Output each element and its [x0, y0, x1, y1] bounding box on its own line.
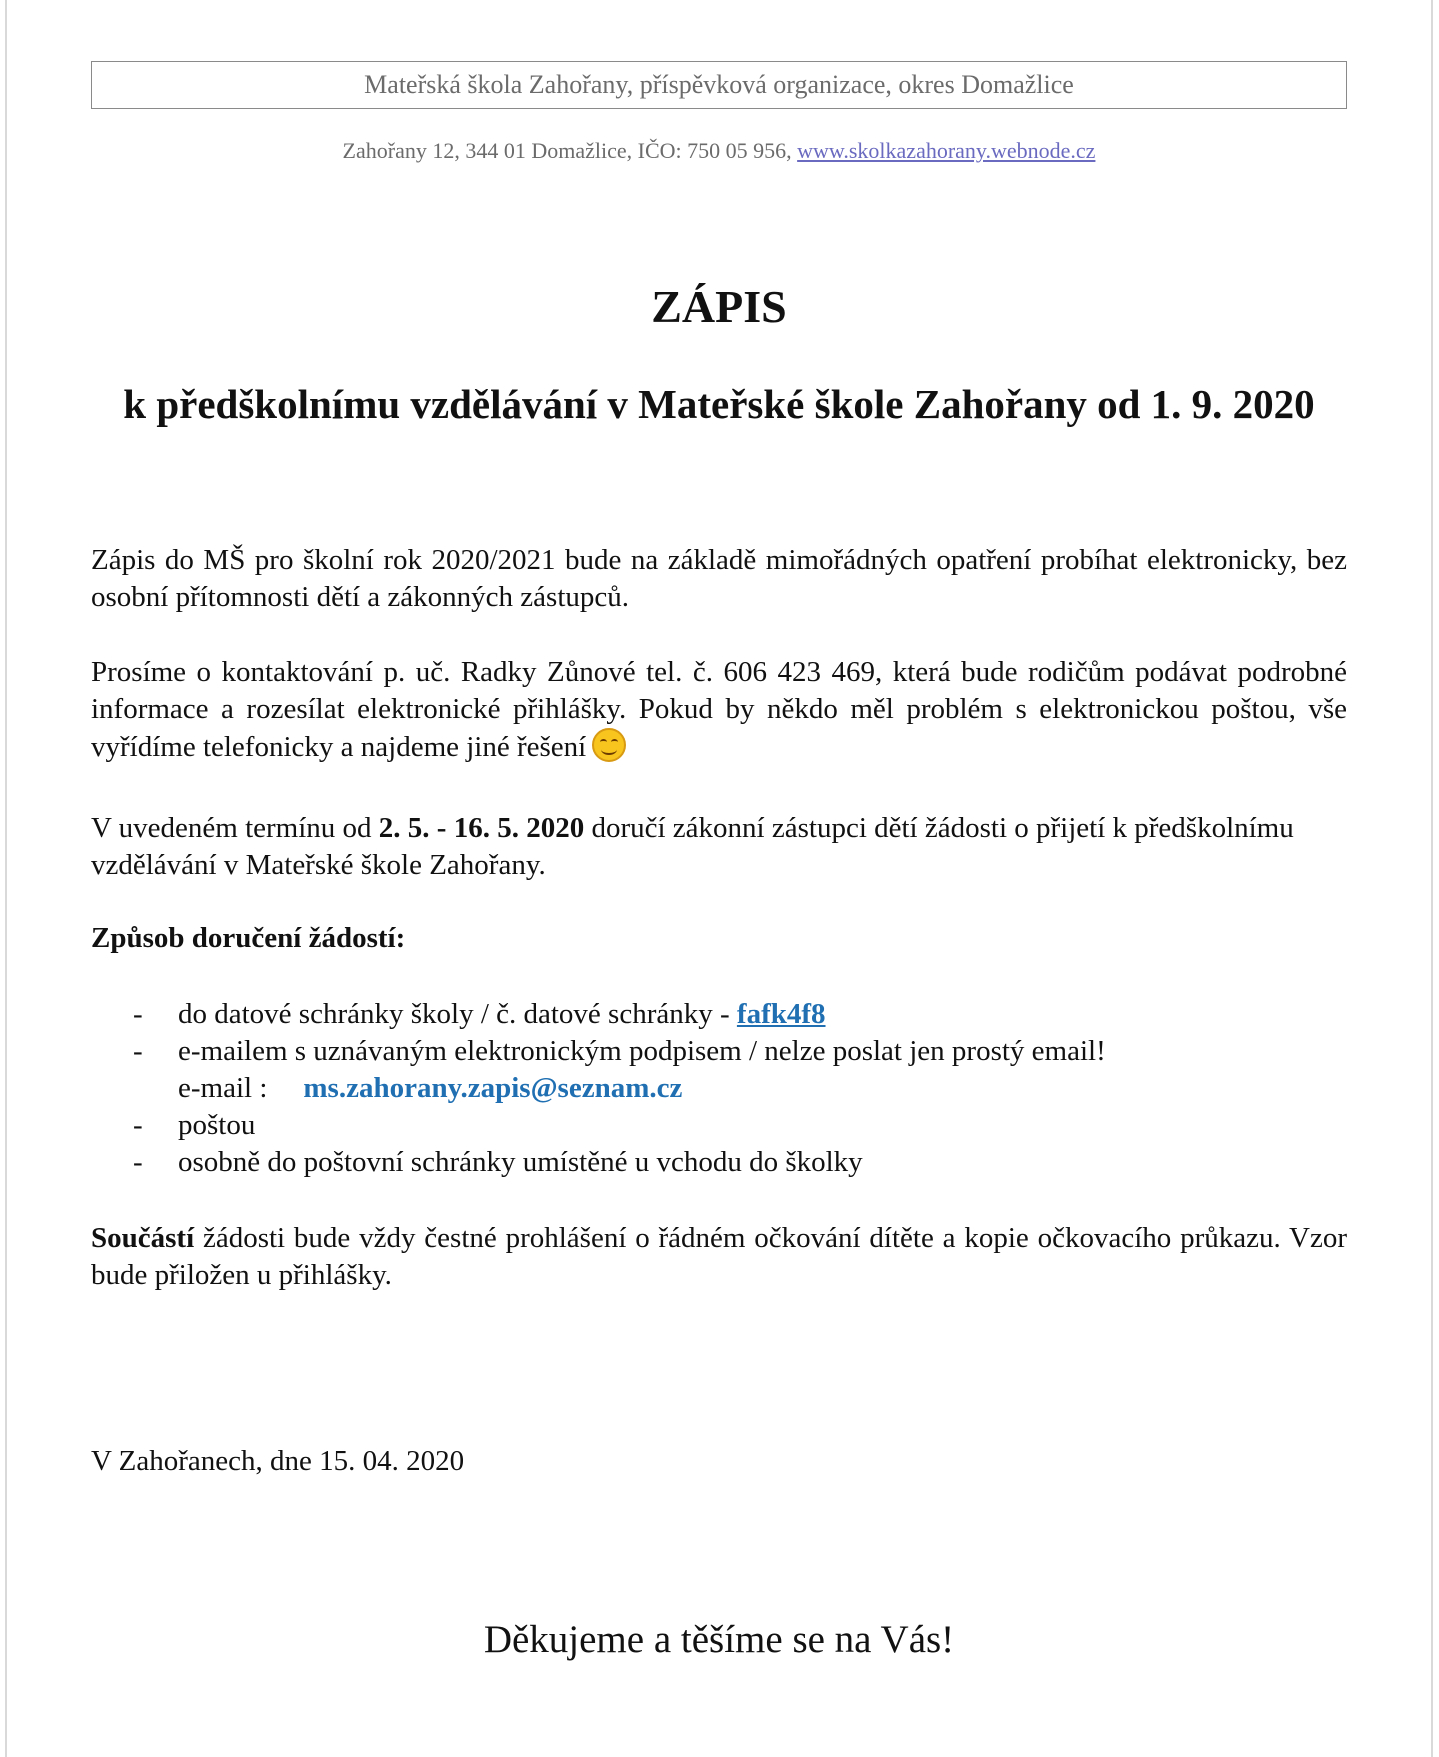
delivery-list: [91, 996, 1347, 1181]
page-edge-right: [1431, 0, 1433, 1757]
list-dash: -: [133, 1109, 143, 1141]
vaccination-text: žádosti bude vždy čestné prohlášení o řádném očkování dítěte a kopie očkovacího průkazu. Vzor bude přiložen u přihlášky.: [91, 1222, 1347, 1291]
list-dash: -: [133, 1146, 143, 1178]
vaccination-bold: Součástí: [91, 1222, 195, 1254]
list-item: [91, 1144, 1347, 1181]
list-item-text: do datové schránky školy / č. datové schránky -: [178, 998, 737, 1030]
closing-line: Děkujeme a těšíme se na Vás!: [483, 1618, 955, 1661]
address-line: [91, 138, 1347, 164]
list-dash: -: [133, 1035, 143, 1067]
list-item-text: e-mailem s uznávaným elektronickým podpisem / nelze poslat jen prostý email!: [178, 1035, 1106, 1067]
website-link[interactable]: www.skolkazahorany.webnode.cz: [797, 138, 1096, 163]
email-label: e-mail :: [178, 1072, 268, 1104]
letterhead-box: [91, 61, 1347, 109]
page-edge-left: [5, 0, 7, 1757]
document-title: ZÁPIS: [651, 281, 787, 332]
paragraph-vaccination: [91, 1220, 1347, 1294]
term-dates: 2. 5. - 16. 5. 2020: [378, 812, 585, 844]
paragraph-electronic-enrollment: Zápis do MŠ pro školní rok 2020/2021 bude na základě mimořádných opatření probíhat elektronicky, bez osobní přítomnosti dětí a zákonných zástupců.: [91, 544, 1347, 613]
list-item: [91, 1107, 1347, 1144]
list-item-text: poštou: [178, 1109, 256, 1141]
org-name: Mateřská škola Zahořany, příspěvková organizace, okres Domažlice: [364, 70, 1074, 99]
list-item: [91, 996, 1347, 1033]
address-text: Zahořany 12, 344 01 Domažlice, IČO: 750 05 956,: [342, 138, 798, 163]
term-before: V uvedeném termínu od: [91, 812, 379, 844]
paragraph-term: [91, 810, 1347, 884]
list-dash: -: [133, 998, 143, 1030]
paragraph-contact: [91, 654, 1347, 766]
data-box-id-link[interactable]: fafk4f8: [736, 998, 826, 1030]
email-link[interactable]: ms.zahorany.zapis@seznam.cz: [303, 1072, 683, 1104]
email-line: [178, 1070, 1347, 1107]
smiling-face-icon: [592, 728, 626, 762]
list-item: [91, 1033, 1347, 1107]
term-after: doručí zákonní zástupci dětí žádosti o přijetí k předškolnímu vzdělávání v Mateřské škole Zahořany.: [91, 812, 1294, 881]
list-item-text: osobně do poštovní schránky umístěné u vchodu do školky: [178, 1146, 863, 1178]
document-subtitle: k předškolnímu vzdělávání v Mateřské škole Zahořany od 1. 9. 2020: [123, 381, 1315, 427]
delivery-heading: Způsob doručení žádostí:: [91, 922, 406, 954]
date-line: V Zahořanech, dne 15. 04. 2020: [91, 1445, 465, 1477]
paragraph-contact-text: Prosíme o kontaktování p. uč. Radky Zůnové tel. č. 606 423 469, která bude rodičům podávat podrobné informace a rozesílat elektronické přihlášky. Pokud by někdo měl problém s elektronickou poštou, vše vyřídíme telefonicky a najdeme jiné řešení: [91, 656, 1347, 763]
